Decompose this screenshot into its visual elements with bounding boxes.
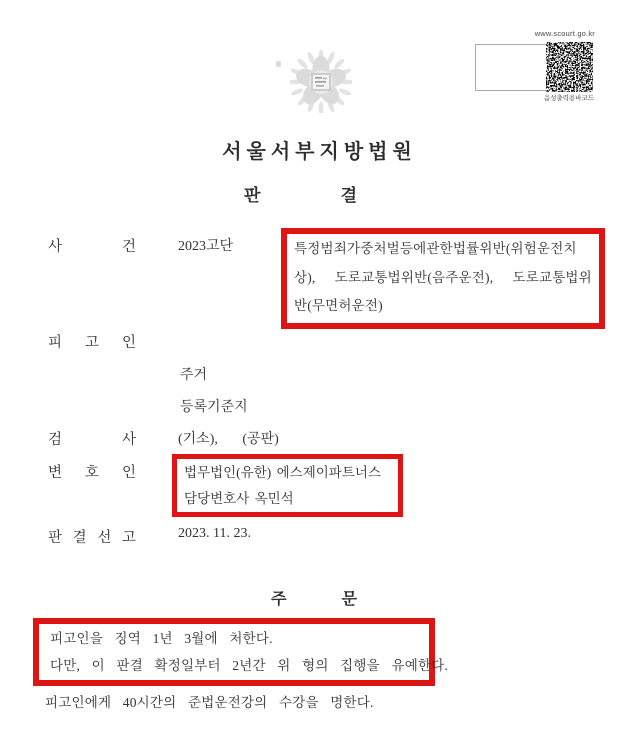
barcode-noise (546, 42, 593, 92)
order-heading: 주 문 (271, 591, 357, 608)
case-number: 2023고단 (178, 239, 234, 254)
charge-line: 반(무면허운전) (294, 298, 383, 313)
charge-line: 특정범죄가중처벌등에관한법률위반(위험운전치 (294, 241, 577, 256)
judgment-heading: 판 결 (244, 186, 357, 205)
residence-label: 주거 (180, 368, 208, 383)
order-line: 피고인을 징역 1년 3월에 처한다. (50, 631, 273, 646)
highlight-box-counsel (172, 454, 403, 517)
order-line: 피고인에게 40시간의 준법운전강의 수강을 명한다. (45, 695, 374, 710)
counsel-firm: 법무법인(유한) 에스제이파트너스 (184, 465, 381, 480)
highlight-box-charges (281, 228, 605, 329)
sentencing-date: 2023. 11. 23. (178, 526, 251, 541)
court-name-title: 서울서부지방법원 (222, 141, 417, 163)
counsel-label: 변 호 인 (48, 465, 136, 481)
scan-smudge (276, 61, 281, 67)
registered-domicile-label: 등록기준지 (180, 400, 248, 415)
court-seal (290, 47, 352, 113)
charge-line: 상), 도로교통법위반(음주운전), 도로교통법위 (294, 269, 592, 285)
highlight-box-order (33, 618, 449, 686)
court-website-url: www.scourt.go.kr (534, 29, 595, 38)
prosecutor-value: (기소), (공판) (178, 432, 279, 447)
sentencing-label: 판 결 선 고 (48, 530, 136, 546)
order-line: 다만, 이 판결 확정일부터 2년간 위 형의 집행을 유예한다. (50, 657, 449, 673)
court-seal-emblem (290, 47, 352, 113)
barcode-caption: 음성출력용바코드 (543, 95, 595, 102)
counsel-attorney: 담당변호사 옥민석 (184, 490, 294, 506)
voice-output-barcode (546, 42, 593, 92)
case-label: 사 건 (48, 239, 136, 255)
defendant-label: 피 고 인 (48, 335, 136, 351)
prosecutor-label: 검 사 (48, 432, 136, 448)
stamp-box (475, 44, 547, 91)
